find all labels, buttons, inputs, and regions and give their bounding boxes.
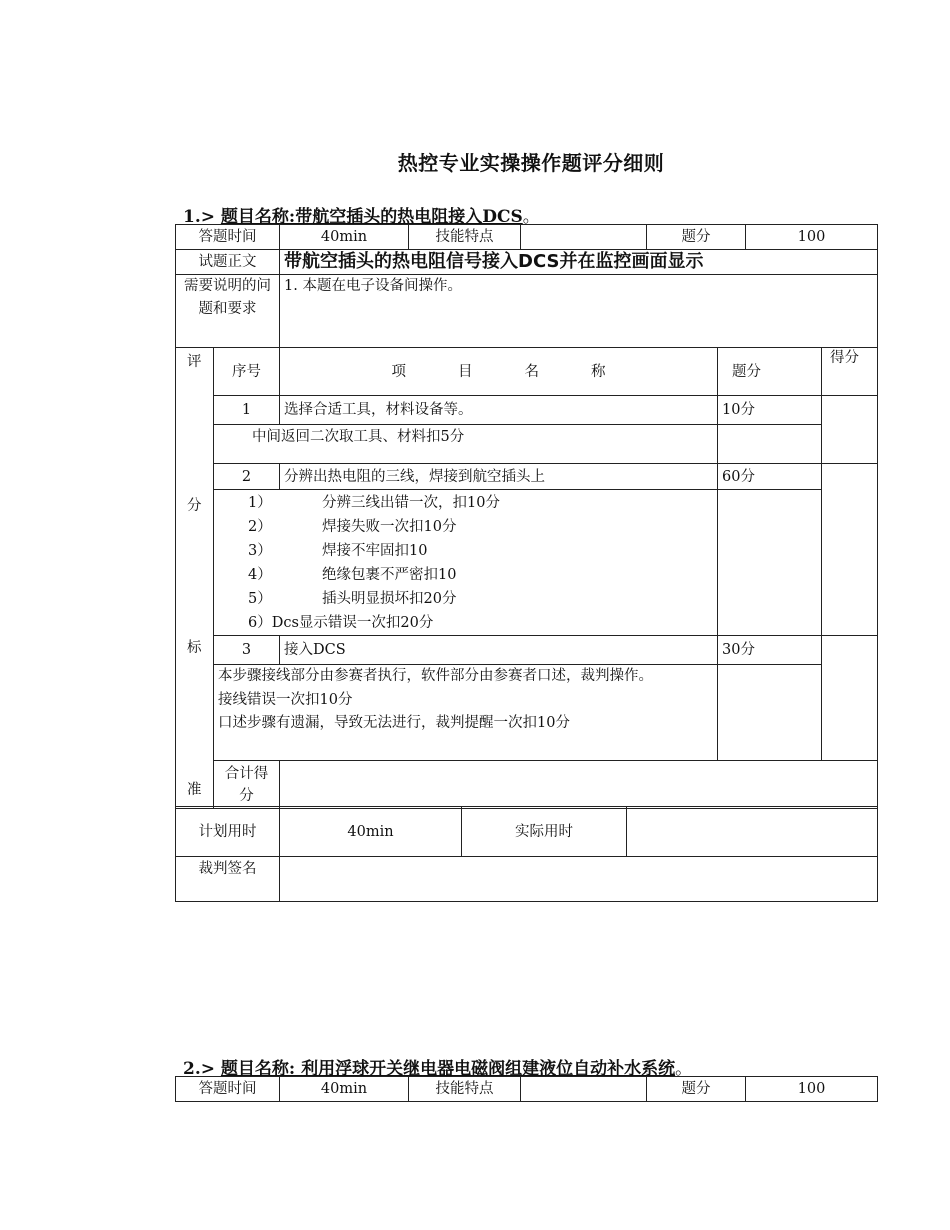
item-3-deduct-line: 口述步骤有遗漏，导致无法进行，裁判提醒一次扣10分 (218, 715, 570, 731)
page-title: 热控专业实操操作题评分细则 (397, 151, 665, 175)
q1-body-label: 试题正文 (176, 250, 280, 275)
q2-skill-label: 技能特点 (409, 1077, 521, 1102)
side-char-3: 标 (187, 640, 202, 656)
item-1-deduct: 中间返回二次取工具、材料扣5分 (214, 425, 718, 464)
question-1-name: 题目名称:带航空插头的热电阻接入DCS (220, 207, 523, 227)
q2-score-label: 题分 (647, 1077, 746, 1102)
plan-time-value: 40min (280, 807, 462, 857)
item-3-got (822, 636, 878, 761)
side-char-4: 准 (187, 782, 202, 798)
question-1-number: 1.> (183, 207, 221, 227)
item-2-deducts (214, 490, 718, 636)
q2-score-value: 100 (746, 1077, 878, 1102)
side-char-1: 评 (187, 354, 202, 370)
item-1-score: 10分 (718, 396, 822, 425)
col-header-name (280, 348, 718, 396)
item-2-name: 分辨出热电阻的三线，焊接到航空插头上 (280, 464, 718, 490)
item-1-name: 选择合适工具，材料设备等。 (280, 396, 718, 425)
col-header-score: 题分 (718, 348, 822, 396)
col-name-char-1: 项 (391, 363, 406, 380)
sub-item: 4） 绝缘包裹不严密扣10 (248, 567, 457, 583)
q1-notes-text: 1. 本题在电子设备间操作。 (280, 275, 878, 348)
q2-time-value: 40min (280, 1077, 409, 1102)
item-2-score: 60分 (718, 464, 822, 490)
sub-item: 1） 分辨三线出错一次，扣10分 (248, 495, 500, 511)
item-3-deduct-score (718, 665, 822, 761)
col-header-no: 序号 (214, 348, 280, 396)
q2-skill-value (521, 1077, 647, 1102)
q1-notes-label: 需要说明的问题和要求 (176, 275, 280, 348)
col-name-char-4: 称 (591, 363, 606, 380)
total-label: 合计得分 (214, 761, 280, 809)
actual-time-value (627, 807, 878, 857)
q1-time-label: 答题时间 (176, 225, 280, 250)
item-3-no: 3 (214, 636, 280, 665)
q1-body-text: 带航空插头的热电阻信号接入DCS并在监控画面显示 (280, 250, 878, 275)
actual-time-label: 实际用时 (462, 807, 627, 857)
question-2-period: 。 (675, 1059, 693, 1079)
item-3-name: 接入DCS (280, 636, 718, 665)
item-2-deduct-score (718, 490, 822, 636)
sub-item-last: 6）Dcs显示错误一次扣20分 (248, 615, 434, 631)
question-2-name: 题目名称: 利用浮球开关继电器电磁阀组建液位自动补水系统 (220, 1059, 676, 1079)
side-char-2: 分 (187, 498, 202, 514)
q1-time-value: 40min (280, 225, 409, 250)
item-1-no: 1 (214, 396, 280, 425)
q1-score-label: 题分 (647, 225, 746, 250)
q1-skill-label: 技能特点 (409, 225, 521, 250)
item-2-got (822, 464, 878, 636)
q1-footer-table (175, 806, 878, 902)
item-2-no: 2 (214, 464, 280, 490)
q1-scoring-table (175, 347, 878, 809)
q1-score-value: 100 (746, 225, 878, 250)
item-1-got (822, 396, 878, 464)
item-3-score: 30分 (718, 636, 822, 665)
judge-label: 裁判签名 (176, 857, 280, 902)
sub-item: 2） 焊接失败一次扣10分 (248, 519, 457, 535)
question-2-number: 2.> (183, 1059, 221, 1079)
plan-time-label: 计划用时 (176, 807, 280, 857)
col-header-got: 得分 (822, 348, 878, 396)
q1-header-table (175, 224, 878, 348)
question-1-period: 。 (522, 207, 540, 227)
total-value (280, 761, 878, 809)
judge-signature (280, 857, 878, 902)
item-3-deduct-line: 本步骤接线部分由参赛者执行，软件部分由参赛者口述，裁判操作。 (218, 668, 653, 684)
sub-item: 3） 焊接不牢固扣10 (248, 543, 428, 559)
col-name-char-2: 目 (458, 363, 473, 380)
col-name-char-3: 名 (524, 363, 539, 380)
item-3-deduct-line: 接线错误一次扣10分 (218, 691, 353, 708)
q1-side-label (176, 348, 214, 809)
sub-item: 5） 插头明显损坏扣20分 (248, 591, 457, 607)
item-1-deduct-score (718, 425, 822, 464)
q1-skill-value (521, 225, 647, 250)
q2-header-table (175, 1076, 878, 1102)
item-3-deducts (214, 665, 718, 761)
q2-time-label: 答题时间 (176, 1077, 280, 1102)
